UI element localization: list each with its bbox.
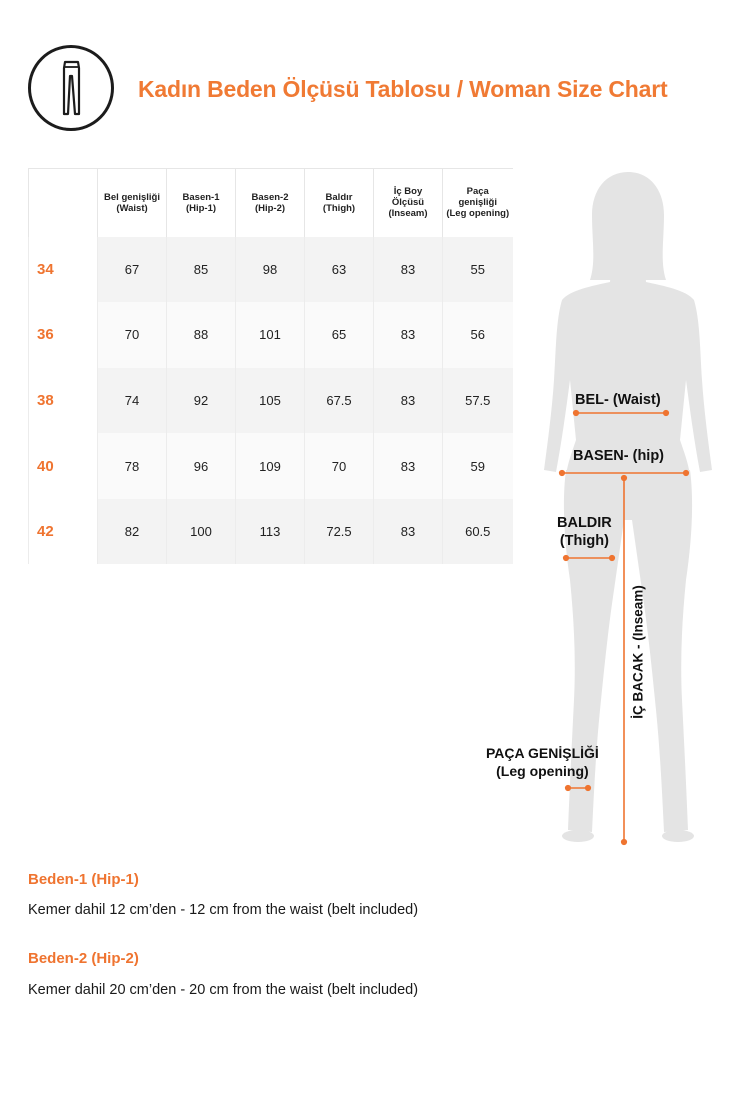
table-cell: 83 xyxy=(374,237,443,303)
table-cell: 72.5 xyxy=(305,499,374,565)
table-cell: 83 xyxy=(374,302,443,368)
hip1-note-heading: Beden-1 (Hip-1) xyxy=(28,871,139,888)
table-cell: 100 xyxy=(167,499,236,565)
waist-label: BEL- (Waist) xyxy=(575,392,661,408)
size-label: 42 xyxy=(29,499,98,565)
hip2-note-heading: Beden-2 (Hip-2) xyxy=(28,950,139,967)
leg-opening-label xyxy=(486,744,599,780)
table-header-row xyxy=(29,169,513,237)
table-cell: 56 xyxy=(443,302,513,368)
inseam-label: İÇ BACAK - (Inseam) xyxy=(630,585,646,719)
table-cell: 96 xyxy=(167,433,236,499)
table-cell: 85 xyxy=(167,237,236,303)
table-cell: 57.5 xyxy=(443,368,513,434)
table-cell: 70 xyxy=(98,302,167,368)
table-row xyxy=(29,302,513,368)
table-cell: 67.5 xyxy=(305,368,374,434)
table-cell: 65 xyxy=(305,302,374,368)
table-cell: 109 xyxy=(236,433,305,499)
table-row xyxy=(29,237,513,303)
table-cell: 92 xyxy=(167,368,236,434)
table-cell: 83 xyxy=(374,499,443,565)
column-header: Baldır (Thigh) xyxy=(305,169,374,237)
table-row xyxy=(29,499,513,565)
leg-opening-label-tr: PAÇA GENİŞLİĞİ xyxy=(486,745,599,761)
thigh-label xyxy=(557,514,612,550)
hip1-note-text: Kemer dahil 12 cm’den - 12 cm from the waist (belt included) xyxy=(28,902,419,918)
leggings-icon-badge xyxy=(28,45,114,131)
column-header: Basen-1 (Hip-1) xyxy=(167,169,236,237)
table-cell: 82 xyxy=(98,499,167,565)
table-cell: 105 xyxy=(236,368,305,434)
size-table xyxy=(28,168,513,564)
page-title: Kadın Beden Ölçüsü Tablosu / Woman Size Chart xyxy=(138,76,668,102)
leggings-icon xyxy=(31,48,111,128)
table-cell: 83 xyxy=(374,433,443,499)
column-header: Basen-2 (Hip-2) xyxy=(236,169,305,237)
leg-opening-label-en: (Leg opening) xyxy=(496,763,589,779)
table-cell: 98 xyxy=(236,237,305,303)
table-cell: 67 xyxy=(98,237,167,303)
size-label: 40 xyxy=(29,433,98,499)
table-cell: 83 xyxy=(374,368,443,434)
table-cell: 78 xyxy=(98,433,167,499)
table-cell: 59 xyxy=(443,433,513,499)
table-cell: 55 xyxy=(443,237,513,303)
table-cell: 88 xyxy=(167,302,236,368)
thigh-label-en: (Thigh) xyxy=(559,533,609,549)
table-row xyxy=(29,368,513,434)
table-cell: 74 xyxy=(98,368,167,434)
table-cell: 70 xyxy=(305,433,374,499)
hip2-note-text: Kemer dahil 20 cm’den - 20 cm from the waist (belt included) xyxy=(28,982,419,998)
table-cell: 113 xyxy=(236,499,305,565)
column-header: Paça genişliği (Leg opening) xyxy=(443,169,513,237)
hip-label: BASEN- (hip) xyxy=(573,448,665,464)
table-cell: 63 xyxy=(305,237,374,303)
table-cell: 60.5 xyxy=(443,499,513,565)
size-label: 34 xyxy=(29,237,98,303)
size-label: 36 xyxy=(29,302,98,368)
column-header: Bel genişliği (Waist) xyxy=(98,169,167,237)
column-header: İç Boy Ölçüsü (Inseam) xyxy=(374,169,443,237)
table-corner-cell xyxy=(29,169,98,237)
table-cell: 101 xyxy=(236,302,305,368)
size-label: 38 xyxy=(29,368,98,434)
thigh-label-tr: BALDIR xyxy=(557,515,612,531)
table-row xyxy=(29,433,513,499)
